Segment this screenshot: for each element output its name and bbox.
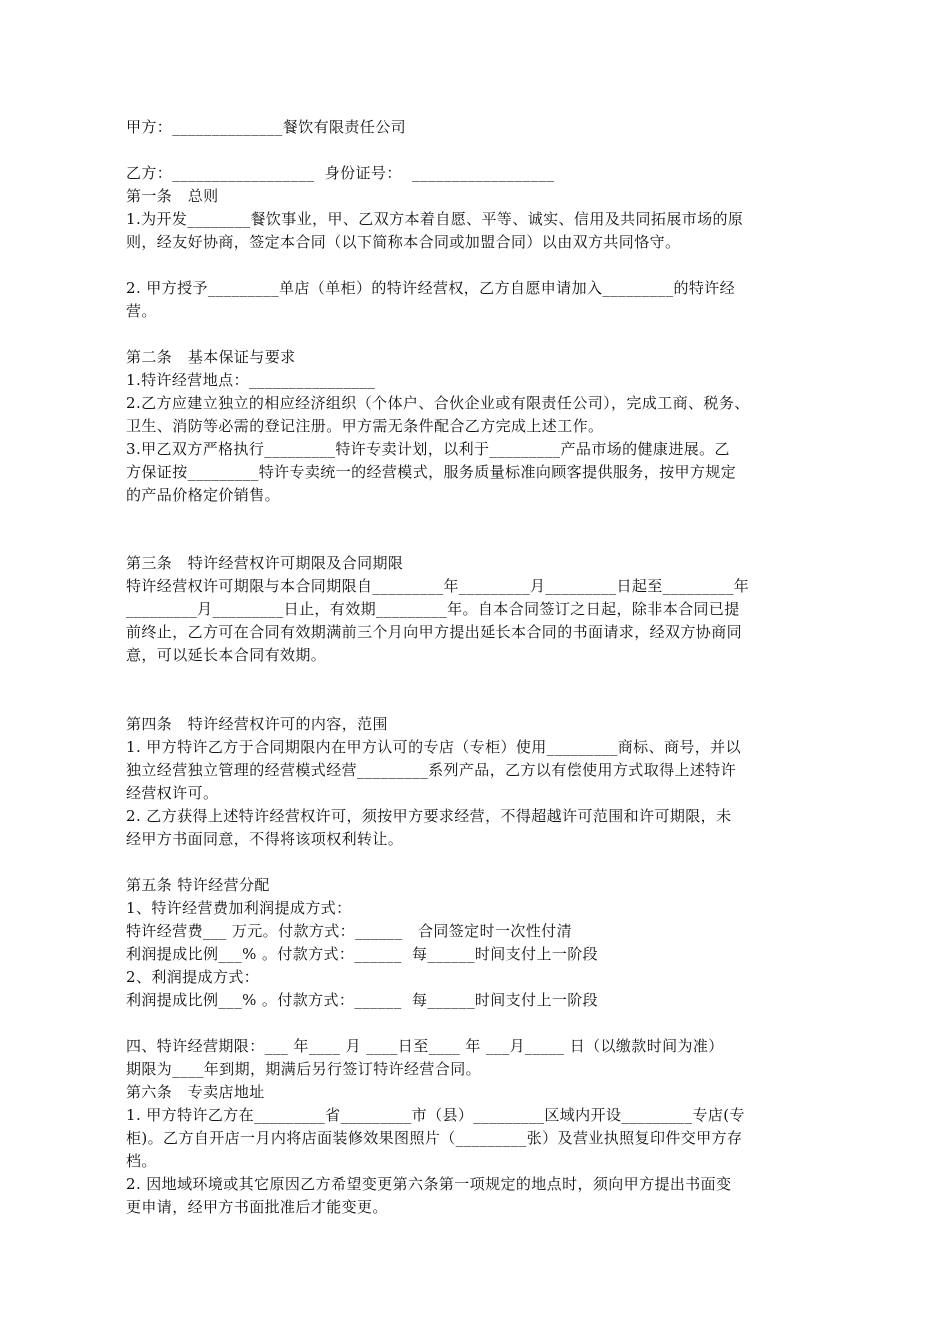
- paragraph-line: 2. 甲方授予_________单店（单柜）的特许经营权，乙方自愿申请加入_________的特许经: [126, 279, 736, 297]
- paragraph-line: 2. 乙方获得上述特许经营权许可，须按甲方要求经营，不得超越许可范围和许可期限，未: [126, 807, 732, 825]
- paragraph-line: 1、特许经营费加利润提成方式：: [126, 899, 352, 917]
- paragraph-line: 意，可以延长本合同有效期。: [126, 646, 327, 664]
- paragraph-line: 营。: [126, 302, 157, 320]
- party-b-line: 乙方：__________________ 身份证号： __________________: [126, 164, 555, 182]
- article-5-heading: 第五条 特许经营分配: [126, 876, 270, 894]
- paragraph-line: 2、利润提成方式：: [126, 968, 260, 986]
- paragraph-line: 特许经营权许可期限与本合同期限自_________年_________月_________日起至_________年: [126, 577, 750, 595]
- paragraph-line: 经营权许可。: [126, 784, 219, 802]
- article-2-heading: 第二条 基本保证与要求: [126, 348, 296, 366]
- article-1-heading: 第一条 总则: [126, 187, 219, 205]
- paragraph-line: 卫生、消防等必需的登记注册。甲方需无条件配合乙方完成上述工作。: [126, 417, 604, 435]
- paragraph-line: 2. 因地域环境或其它原因乙方希望变更第六条第一项规定的地点时，须向甲方提出书面变: [126, 1175, 732, 1193]
- paragraph-line: 1. 甲方特许乙方在_________省_________市（县）_________区域内开设_________专店(专: [126, 1106, 745, 1124]
- paragraph-line: 利润提成比例___% 。付款方式：______ 每______时间支付上一阶段: [126, 945, 599, 963]
- paragraph-line: 经甲方书面同意，不得将该项权利转让。: [126, 830, 404, 848]
- paragraph-line: 利润提成比例___% 。付款方式：______ 每______时间支付上一阶段: [126, 991, 599, 1009]
- article-6-heading: 第六条 专卖店地址: [126, 1083, 265, 1101]
- paragraph-line: 期限为____年到期，期满后另行签订特许经营合同。: [126, 1060, 482, 1078]
- paragraph-line: 1.特许经营地点：________________: [126, 371, 376, 389]
- paragraph-line: 3.甲乙双方严格执行_________特许专卖计划，以利于_________产品市场的健康进展。乙: [126, 440, 730, 458]
- paragraph-line: 1. 甲方特许乙方于合同期限内在甲方认可的专店（专柜）使用_________商标、商号，并以: [126, 738, 741, 756]
- paragraph-line: 1.为开发________餐饮事业，甲、乙双方本着自愿、平等、诚实、信用及共同拓展市场的原: [126, 210, 744, 228]
- term-section-line: 四、特许经营期限：___ 年____ 月 ____日至____ 年 ___月_____ 日（以缴款时间为准）: [126, 1037, 724, 1055]
- paragraph-line: 特许经营费___ 万元。付款方式：______ 合同签定时一次性付清: [126, 922, 572, 940]
- paragraph-line: 更申请，经甲方书面批准后才能变更。: [126, 1198, 388, 1216]
- paragraph-line: 方保证按_________特许专卖统一的经营模式，服务质量标准向顾客提供服务，按甲方规定: [126, 463, 737, 481]
- paragraph-line: 独立经营独立管理的经营模式经营_________系列产品，乙方以有偿使用方式取得上述特许: [126, 761, 737, 779]
- paragraph-line: 前终止，乙方可在合同有效期满前三个月向甲方提出延长本合同的书面请求，经双方协商同: [126, 623, 743, 641]
- paragraph-line: 2.乙方应建立独立的相应经济组织（个体户、合伙企业或有限责任公司），完成工商、税务、: [126, 394, 750, 412]
- paragraph-line: 则，经友好协商，签定本合同（以下简称本合同或加盟合同）以由双方共同恪守。: [126, 233, 681, 251]
- paragraph-line: 柜)。乙方自开店一月内将店面装修效果图照片（_________张）及营业执照复印件交甲方存: [126, 1129, 743, 1147]
- article-4-heading: 第四条 特许经营权许可的内容，范围: [126, 715, 388, 733]
- article-3-heading: 第三条 特许经营权许可期限及合同期限: [126, 554, 404, 572]
- paragraph-line: 的产品价格定价销售。: [126, 486, 281, 504]
- paragraph-line: _________月_________日止，有效期_________年。自本合同签订之日起，除非本合同已提: [126, 600, 740, 618]
- paragraph-line: 档。: [126, 1152, 157, 1170]
- party-a-line: 甲方：______________餐饮有限责任公司: [126, 118, 407, 136]
